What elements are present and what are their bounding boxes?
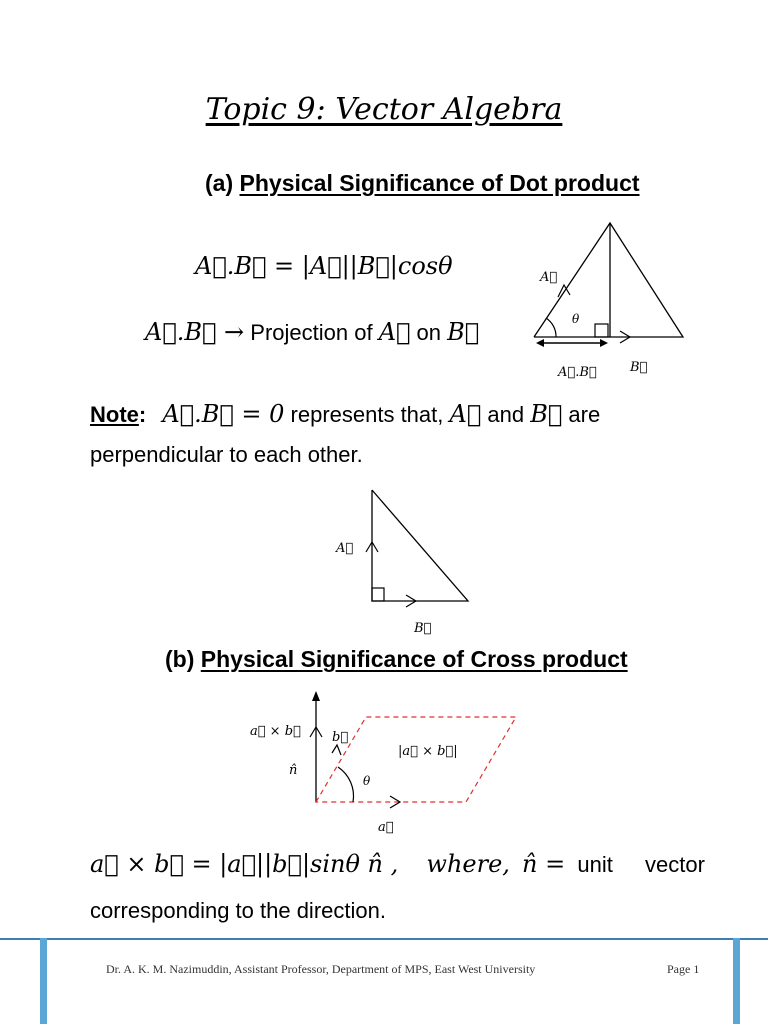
projection-arrow-left-icon <box>536 339 544 347</box>
diagram1-label-a: A⃗ <box>540 270 558 285</box>
footer-divider <box>0 938 768 940</box>
arrow-b-small-icon <box>332 745 341 755</box>
diagram3-label-magnitude: |a⃗ × b⃗| <box>398 744 458 759</box>
theta-arc-2 <box>338 767 354 802</box>
section-b-label: (b) <box>165 646 195 672</box>
theta-arc <box>546 318 556 337</box>
cross-unit: unit <box>577 852 613 877</box>
section-b-heading <box>165 646 628 673</box>
normal-arrow-icon <box>312 691 320 701</box>
note-equation: A⃗.B⃗ = 0 <box>162 400 285 428</box>
note-are: are <box>568 402 601 427</box>
projection-diagram <box>520 215 695 385</box>
page-title: Topic 9: Vector Algebra <box>205 92 563 127</box>
projection-on: on <box>416 320 442 345</box>
cross-where: where, <box>426 850 510 878</box>
diagram2-label-b: B⃗ <box>414 621 432 636</box>
note-label: Note <box>90 402 139 427</box>
diagram1-label-ab: A⃗.B⃗ <box>558 365 597 380</box>
footer-author: Dr. A. K. M. Nazimuddin, Assistant Professor, Department of MPS, East West University <box>106 962 536 976</box>
note-colon: : <box>138 402 147 427</box>
note-line-2: perpendicular to each other. <box>90 442 363 467</box>
projection-statement <box>145 318 479 346</box>
cross-product-formula <box>90 850 705 878</box>
note-text: represents that, <box>290 402 444 427</box>
right-angle-marker <box>595 324 608 337</box>
cross-equation: a⃗ × b⃗ = |a⃗||b⃗|sinθ n̂ , <box>90 850 399 878</box>
section-b-title: Physical Significance of Cross product <box>200 646 628 672</box>
note-vec-a: A⃗ <box>449 400 482 428</box>
diagram3-label-nhat: n̂ <box>289 763 298 778</box>
diagram3-label-a: a⃗ <box>378 820 394 835</box>
cross-vector: vector <box>644 852 705 877</box>
projection-vec-a: A⃗ <box>378 318 411 346</box>
footer-page-number: Page 1 <box>667 962 700 976</box>
note-and: and <box>487 402 525 427</box>
dot-product-formula: A⃗.B⃗ = |A⃗||B⃗|cosθ <box>195 252 453 280</box>
cross-line-2: corresponding to the direction. <box>90 898 386 923</box>
note-line-1 <box>90 400 600 428</box>
section-a-label: (a) <box>205 170 234 196</box>
diagram3-label-b: b⃗ <box>332 730 349 745</box>
projection-vec-b: B⃗ <box>447 318 480 346</box>
perpendicular-diagram <box>330 480 480 640</box>
diagram3-label-theta: θ <box>363 774 371 788</box>
projection-text: Projection of <box>250 320 373 345</box>
section-a-title: Physical Significance of Dot product <box>239 170 640 196</box>
projection-arrow-right-icon <box>600 339 608 347</box>
diagram3-label-axb: a⃗ × b⃗ <box>250 724 301 739</box>
section-a-heading <box>205 170 640 197</box>
cross-product-diagram <box>240 685 530 840</box>
footer-left-bar <box>40 938 47 1024</box>
footer-right-bar <box>733 938 740 1024</box>
cross-nhat: n̂ = <box>522 850 566 878</box>
right-triangle-outline <box>372 490 468 601</box>
right-angle-marker-2 <box>372 588 384 601</box>
note-vec-b: B⃗ <box>530 400 563 428</box>
diagram2-label-a: A⃗ <box>336 541 354 556</box>
projection-lhs: A⃗.B⃗ → <box>145 318 245 346</box>
diagram1-label-b: B⃗ <box>630 360 648 375</box>
diagram1-label-theta: θ <box>572 312 580 326</box>
